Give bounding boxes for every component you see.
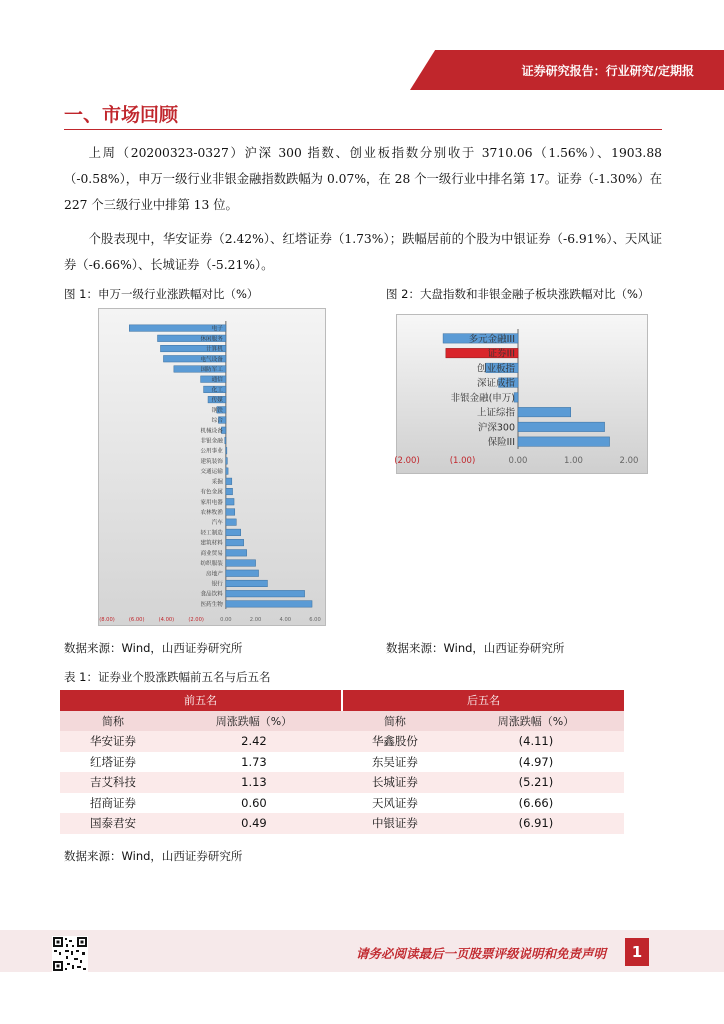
x-tick-label: 0.00 [508, 456, 528, 466]
x-tick-label: 4.00 [279, 617, 292, 623]
securities-performance-table [60, 690, 624, 834]
stock-performance-paragraph: 个股表现中，华安证券（2.42%）、红塔证券（1.73%）；跌幅居前的个股为中银证券（-6.91%）、天风证券（-6.66%）、长城证券（-5.21%）。 [64, 232, 662, 272]
table-row [60, 752, 624, 773]
x-tick-label: 0.00 [220, 617, 232, 623]
category-label: 建筑装饰 [200, 458, 223, 465]
bottom-stock-change: (4.97) [448, 752, 624, 773]
bar [226, 488, 233, 495]
category-label: 纺织服装 [200, 561, 223, 568]
category-label: 上证综指 [476, 407, 515, 419]
bar [226, 509, 235, 516]
category-label: 创业板指 [476, 363, 515, 375]
category-label: 保险III [487, 437, 515, 449]
market-review-paragraph: 上周（20200323-0327）沪深 300 指数、创业板指数分别收于 3710.06（1.56%）、1903.88（-0.58%），申万一级行业非银金融指数跌幅为 0.07%，在 28 个一级行业中排名第 17。证券（-1.30%）在 227 个三级行业中排第 13 位。 [64, 146, 662, 212]
top-five-header: 前五名 [60, 690, 342, 711]
table-row [60, 813, 624, 834]
bottom-stock-change: (6.91) [448, 813, 624, 834]
category-label: 房地产 [206, 571, 223, 578]
x-tick-label: (2.00) [394, 456, 420, 466]
industry-chart-svg [99, 309, 327, 627]
table-source: 数据来源：Wind，山西证券研究所 [64, 849, 243, 863]
figure2-caption: 图 2：大盘指数和非银金融子板块涨跌幅对比（%） [386, 287, 650, 301]
bar [226, 468, 228, 475]
column-header-name: 简称 [60, 711, 166, 732]
category-label: 沪深300 [477, 422, 515, 434]
category-label: 综合 [211, 418, 223, 425]
x-tick-label: (1.00) [449, 456, 476, 466]
title-divider [64, 129, 662, 130]
industry-chart [98, 308, 326, 626]
category-label: 证券III [487, 348, 515, 360]
top-stock-change: 2.42 [166, 731, 342, 752]
report-type-label: 证券研究报告：行业研究/定期报 [521, 64, 694, 78]
bar [226, 458, 227, 465]
bar [226, 539, 244, 546]
bar [226, 601, 312, 608]
top-stock-change: 1.73 [166, 752, 342, 773]
table-row [60, 731, 624, 752]
bar [226, 529, 241, 536]
category-label: 有色金属 [200, 489, 223, 496]
bar [226, 519, 236, 526]
category-label: 机械设备 [200, 428, 223, 435]
bar [518, 422, 605, 431]
bar [518, 437, 610, 446]
figure1-source: 数据来源：Wind，山西证券研究所 [64, 641, 243, 655]
category-label: 交通运输 [200, 469, 223, 476]
bar [226, 447, 227, 454]
table-row [60, 793, 624, 814]
category-label: 休闲服务 [200, 336, 223, 343]
category-label: 农林牧渔 [200, 509, 223, 516]
bottom-stock-change: (5.21) [448, 772, 624, 793]
top-stock-change: 0.60 [166, 793, 342, 814]
column-header-change: 周涨跌幅（%） [448, 711, 624, 732]
x-tick-label: (4.00) [158, 617, 175, 623]
x-tick-label: (8.00) [99, 617, 115, 623]
bar [226, 560, 256, 567]
x-tick-label: 2.00 [619, 456, 639, 466]
column-header-change: 周涨跌幅（%） [166, 711, 342, 732]
x-tick-label: 2.00 [249, 617, 262, 623]
top-stock-name: 国泰君安 [60, 813, 166, 834]
category-label: 医药生物 [200, 601, 223, 608]
bottom-stock-name: 华鑫股份 [342, 731, 448, 752]
bar [226, 580, 268, 587]
category-label: 非银金融(申万) [450, 392, 515, 404]
page-number: 1 [625, 938, 649, 966]
category-label: 轻工制造 [200, 530, 223, 537]
bottom-stock-name: 长城证券 [342, 772, 448, 793]
category-label: 银行 [211, 581, 223, 588]
top-stock-name: 红塔证券 [60, 752, 166, 773]
category-label: 食品饮料 [200, 591, 223, 598]
category-label: 深证成指 [476, 378, 515, 390]
x-tick-label: 6.00 [309, 617, 321, 623]
column-header-name: 简称 [342, 711, 448, 732]
category-label: 电子 [211, 326, 223, 333]
table-caption: 表 1：证券业个股涨跌幅前五名与后五名 [64, 670, 271, 684]
bottom-stock-change: (6.66) [448, 793, 624, 814]
bar [518, 407, 571, 416]
figure2-source: 数据来源：Wind，山西证券研究所 [386, 641, 565, 655]
top-stock-change: 0.49 [166, 813, 342, 834]
x-tick-label: (6.00) [128, 617, 145, 623]
category-label: 采掘 [211, 479, 223, 486]
category-label: 汽车 [211, 520, 223, 527]
category-label: 传媒 [211, 397, 223, 404]
category-label: 国防军工 [200, 366, 223, 373]
category-label: 钢铁 [211, 407, 223, 414]
category-label: 电气设备 [200, 356, 223, 363]
bottom-stock-name: 天风证券 [342, 793, 448, 814]
category-label: 商业贸易 [200, 550, 223, 557]
figure1-caption: 图 1：申万一级行业涨跌幅对比（%） [64, 287, 259, 301]
bar [226, 570, 259, 577]
category-label: 计算机 [206, 346, 223, 353]
section-title: 一、市场回顾 [64, 104, 179, 126]
bottom-five-header: 后五名 [342, 690, 624, 711]
category-label: 多元金融III [468, 333, 515, 345]
x-tick-label: (2.00) [188, 617, 204, 623]
category-label: 通信 [211, 377, 223, 384]
bar [225, 437, 226, 444]
index-chart [396, 314, 648, 474]
bar [226, 478, 232, 485]
x-tick-label: 1.00 [564, 456, 583, 466]
top-stock-name: 招商证券 [60, 793, 166, 814]
bottom-stock-name: 中银证券 [342, 813, 448, 834]
qr-code-icon [52, 936, 88, 972]
top-stock-change: 1.13 [166, 772, 342, 793]
bar [226, 590, 305, 597]
category-label: 非银金融 [200, 438, 223, 445]
bar [226, 498, 234, 505]
category-label: 公用事业 [200, 448, 223, 455]
category-label: 家用电器 [200, 499, 223, 506]
category-label: 建筑材料 [200, 540, 223, 547]
bottom-stock-change: (4.11) [448, 731, 624, 752]
bottom-stock-name: 东吴证券 [342, 752, 448, 773]
bar [226, 550, 247, 557]
table-row [60, 772, 624, 793]
top-stock-name: 华安证券 [60, 731, 166, 752]
category-label: 化工 [211, 387, 223, 394]
index-chart-svg [394, 315, 649, 475]
top-stock-name: 吉艾科技 [60, 772, 166, 793]
disclaimer-note: 请务必阅读最后一页股票评级说明和免责声明 [355, 946, 606, 961]
